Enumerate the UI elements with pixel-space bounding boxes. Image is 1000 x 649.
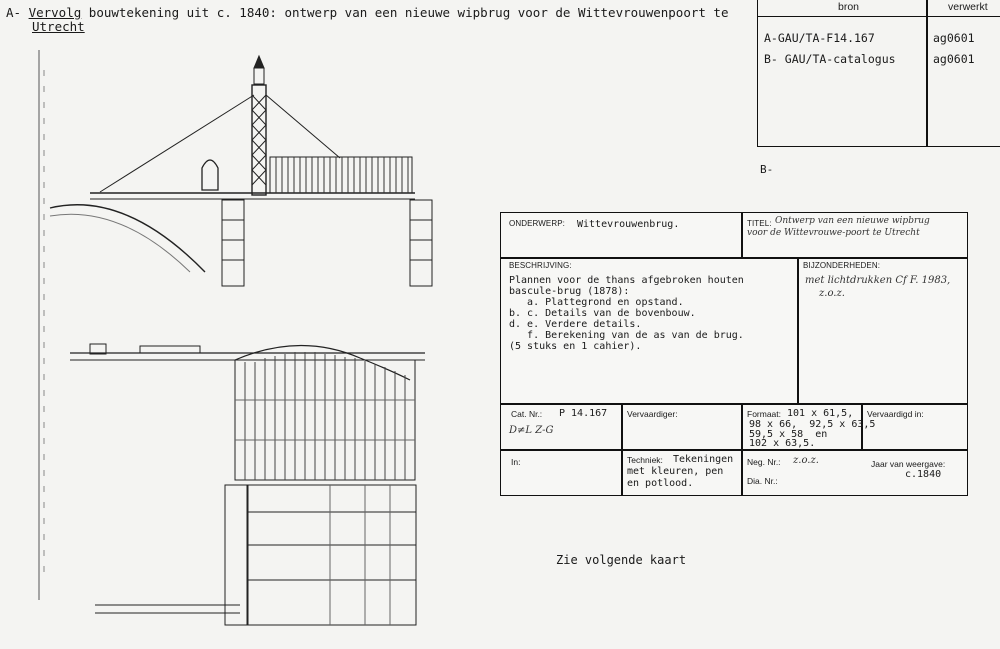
bron-row-1-source: A-GAU/TA-F14.167 [764, 31, 875, 45]
card-divider [741, 213, 743, 257]
formaat-line-1: 101 x 61,5, [787, 408, 854, 419]
techniek-label: Techniek: [627, 455, 663, 465]
bron-row-2-source: B- GAU/TA-catalogus [764, 52, 896, 66]
bijzonderheden-line-1: met lichtdrukken Cf F. 1983, [805, 275, 951, 286]
jaar-van-weergave-label: Jaar van weergave: [871, 459, 946, 469]
bron-row-1-verwerkt: ag0601 [933, 31, 975, 45]
vervaardigd-in-label: Vervaardigd in: [867, 409, 924, 419]
card-divider [501, 403, 967, 405]
card-divider [797, 257, 799, 403]
vervaardiger-label: Vervaardiger: [627, 409, 678, 419]
title-underlined-word: Vervolg [28, 5, 82, 20]
dia-nr-label: Dia. Nr.: [747, 476, 778, 486]
techniek-line-2: met kleuren, pen [627, 466, 724, 477]
beschrijving-line-2: bascule-brug (1878): [509, 286, 630, 297]
bijzonderheden-line-2: z.o.z. [819, 288, 845, 299]
beschrijving-line-3: a. Plattegrond en opstand. [509, 297, 684, 308]
cat-nr-label: Cat. Nr.: [511, 409, 543, 419]
beschrijving-line-7: (5 stuks en 1 cahier). [509, 341, 642, 352]
formaat-label: Formaat: [747, 409, 782, 419]
bron-header [758, 0, 1000, 17]
bijzonderheden-label: BIJZONDERHEDEN: [803, 261, 881, 270]
formaat-line-3: 59,5 x 58 en [749, 429, 828, 440]
onderwerp-label: ONDERWERP: [509, 219, 565, 228]
beschrijving-label: BESCHRIJVING: [509, 261, 572, 270]
in-label: In: [511, 457, 521, 467]
beschrijving-line-5: d. e. Verdere details. [509, 319, 642, 330]
onderwerp-value: Wittevrouwenbrug. [577, 219, 680, 230]
formaat-line-2: 98 x 66, 92,5 x 63,5 [749, 419, 876, 430]
bron-divider [926, 0, 928, 146]
bron-panel [757, 0, 1000, 147]
beschrijving-line-1: Plannen voor de thans afgebroken houten [509, 275, 744, 286]
beschrijving-line-4: b. c. Details van de bovenbouw. [509, 308, 696, 319]
b-marker: B- [760, 163, 774, 176]
card-divider [501, 449, 967, 451]
catalogue-card [500, 212, 968, 496]
cat-nr-value: P 14.167 [559, 408, 608, 419]
techniek-line-3: en potlood. [627, 478, 694, 489]
verwerkt-column-header: verwerkt [948, 1, 988, 13]
title-prefix: A- [6, 5, 29, 20]
titel-value-line-1: Ontwerp van een nieuwe wipbrug [775, 216, 930, 226]
title-line-2: Utrecht [32, 19, 85, 34]
titel-value-line-2: voor de Wittevrouwe-poort te Utrecht [747, 228, 920, 238]
formaat-line-4: 102 x 63,5. [749, 438, 816, 449]
bron-row-2-verwerkt: ag0601 [933, 52, 975, 66]
neg-nr-handwritten: z.o.z. [793, 455, 819, 466]
footer-note: Zie volgende kaart [556, 553, 687, 567]
title-rest: bouwtekening uit c. 1840: ontwerp van een nieuwe wipbrug voor de Wittevrouwenpoort te [81, 5, 729, 20]
beschrijving-line-6: f. Berekening van de as van de brug. [509, 330, 744, 341]
neg-nr-label: Neg. Nr.: [747, 457, 781, 467]
techniek-line-1: Tekeningen [673, 454, 734, 465]
card-divider [501, 257, 967, 259]
bron-column-header: bron [838, 1, 860, 13]
jaar-van-weergave-value: c.1840 [905, 469, 942, 480]
cat-nr-handwritten: D≠L Z-G [509, 425, 554, 436]
titel-label: TITEL: [747, 219, 772, 228]
bridge-drawing [30, 40, 450, 640]
document-title [6, 6, 728, 34]
